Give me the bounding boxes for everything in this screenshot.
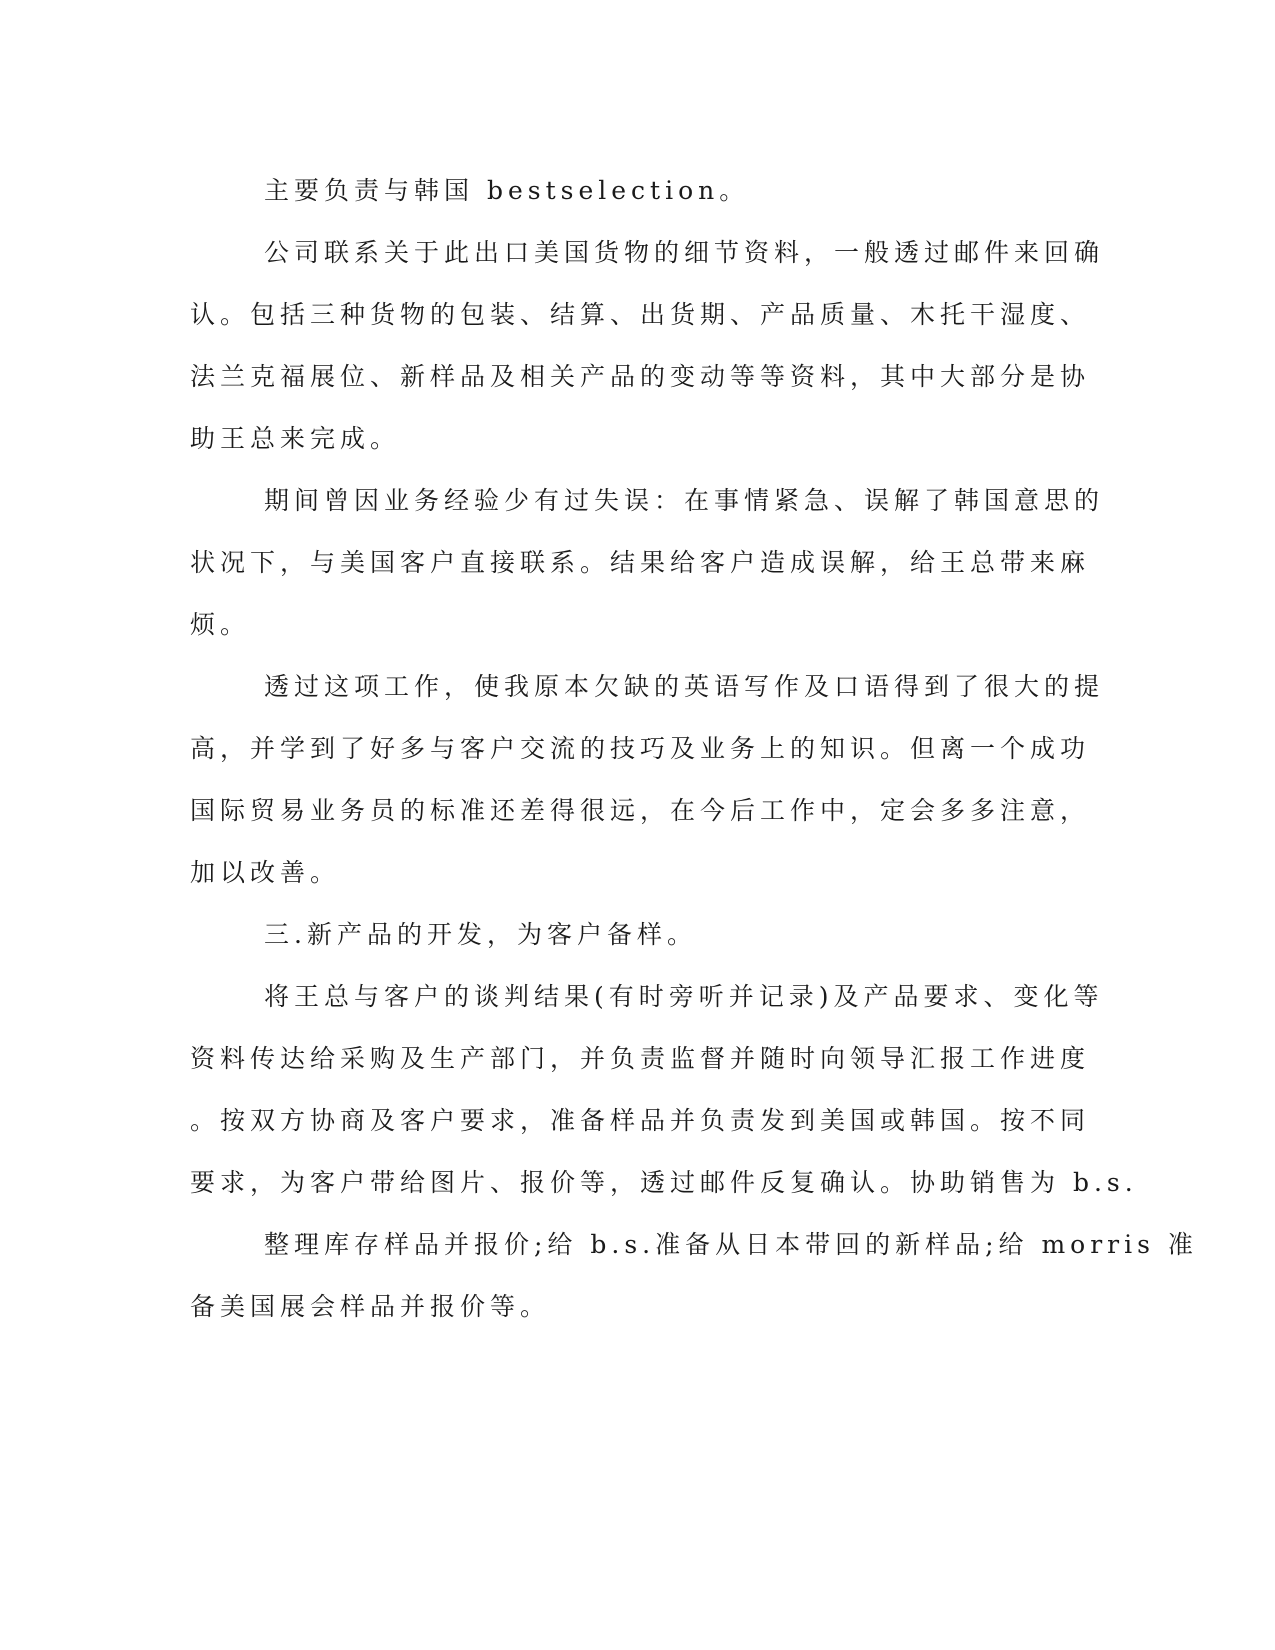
text-line: 备美国展会样品并报价等。 [190,1292,551,1321]
text-line: 公司联系关于此出口美国货物的细节资料，一般透过邮件来回确 [264,238,1105,267]
text-line: 要求，为客户带给图片、报价等，透过邮件反复确认。协助销售为 b.s. [190,1168,1138,1197]
text-line: 期间曾因业务经验少有过失误：在事情紧急、误解了韩国意思的 [264,486,1105,515]
text-line: 烦。 [190,610,251,639]
text-line: 高，并学到了好多与客户交流的技巧及业务上的知识。但离一个成功 [190,734,1091,763]
text-line: 状况下，与美国客户直接联系。结果给客户造成误解，给王总带来麻 [190,548,1091,577]
text-line: 国际贸易业务员的标准还差得很远，在今后工作中，定会多多注意， [190,796,1091,825]
text-line: 助王总来完成。 [190,424,401,453]
text-line: 资料传达给采购及生产部门，并负责监督并随时向领导汇报工作进度 [190,1044,1091,1073]
text-line: 主要负责与韩国 bestselection。 [264,176,750,205]
text-line: 整理库存样品并报价;给 b.s.准备从日本带回的新样品;给 morris 准 [264,1230,1198,1259]
text-line: 加以改善。 [190,858,341,887]
text-line: 法兰克福展位、新样品及相关产品的变动等等资料，其中大部分是协 [190,362,1091,391]
section-heading: 三.新产品的开发，为客户备样。 [264,920,697,949]
text-line: 将王总与客户的谈判结果(有时旁听并记录)及产品要求、变化等 [264,982,1104,1011]
text-line: 。按双方协商及客户要求，准备样品并负责发到美国或韩国。按不同 [190,1106,1091,1135]
text-line: 认。包括三种货物的包装、结算、出货期、产品质量、木托干湿度、 [190,300,1091,329]
text-line: 透过这项工作，使我原本欠缺的英语写作及口语得到了很大的提 [264,672,1105,701]
body-text [190,160,1198,1338]
